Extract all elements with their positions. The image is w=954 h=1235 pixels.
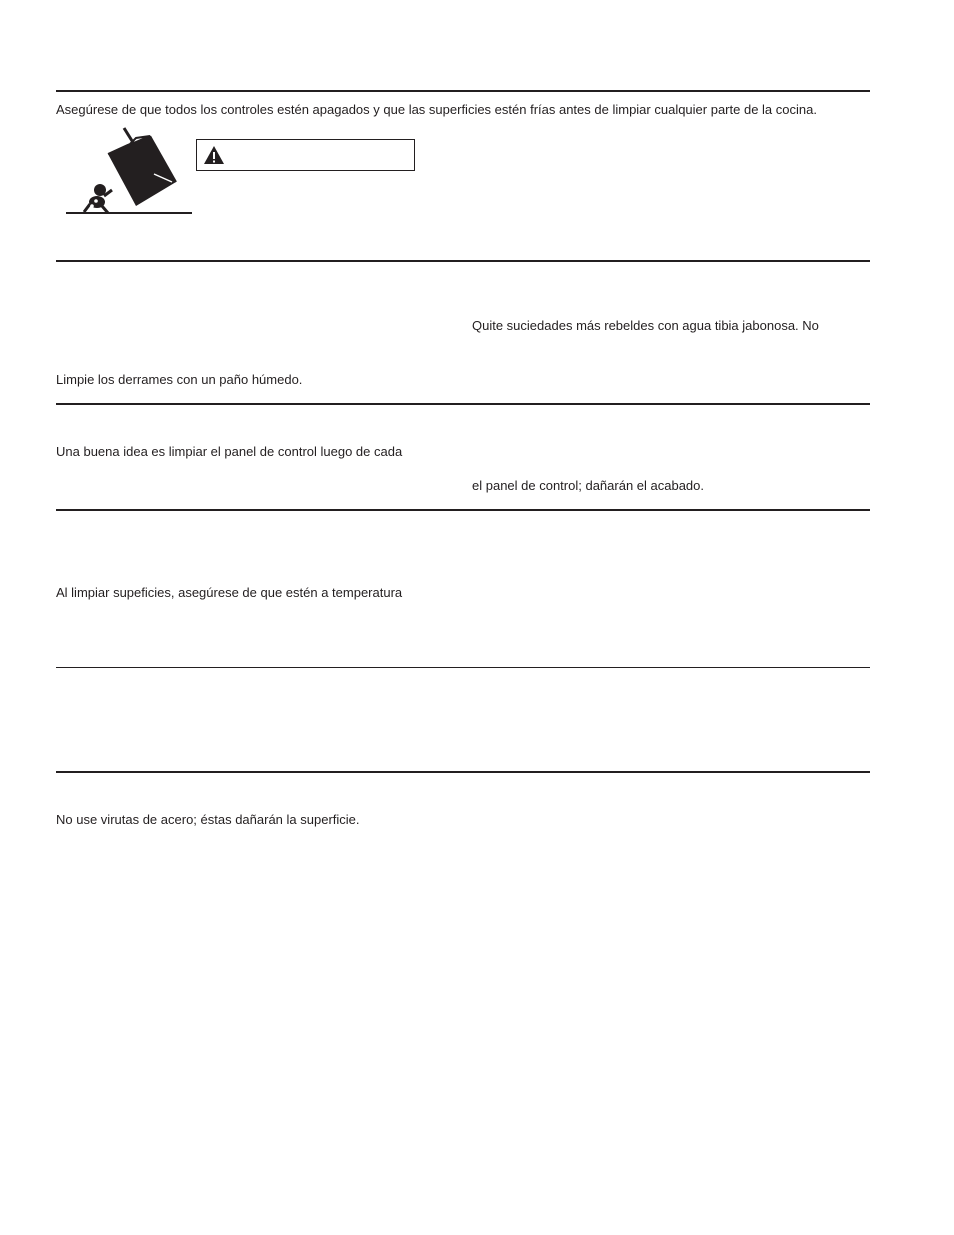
- control-panel-right-text: el panel de control; dañarán el acabado.: [472, 478, 705, 493]
- temperature-left-text: Al limpiar supeficies, asegúrese de que estén a temperatura: [56, 585, 403, 600]
- tip-over-hazard-illustration: [64, 124, 194, 216]
- section-divider: [56, 771, 870, 773]
- section-divider: [56, 509, 870, 511]
- surface-right-text: Quite suciedades más rebeldes con agua tibia jabonosa. No: [472, 318, 819, 333]
- surface-left-text: Limpie los derrames con un paño húmedo.: [56, 372, 303, 387]
- control-panel-left-text: Una buena idea es limpiar el panel de control luego de cada: [56, 444, 403, 459]
- warning-box: [196, 139, 415, 171]
- steel-left-text: No use virutas de acero; éstas dañarán la superficie.: [56, 812, 360, 827]
- section-divider: [56, 667, 870, 668]
- section-divider: [56, 90, 870, 92]
- intro-text: Asegúrese de que todos los controles estén apagados y que las superficies estén frías antes de limpiar cualquier parte de la cocina.: [56, 102, 817, 117]
- warning-triangle-icon: [203, 145, 225, 165]
- section-divider: [56, 403, 870, 405]
- section-divider: [56, 260, 870, 262]
